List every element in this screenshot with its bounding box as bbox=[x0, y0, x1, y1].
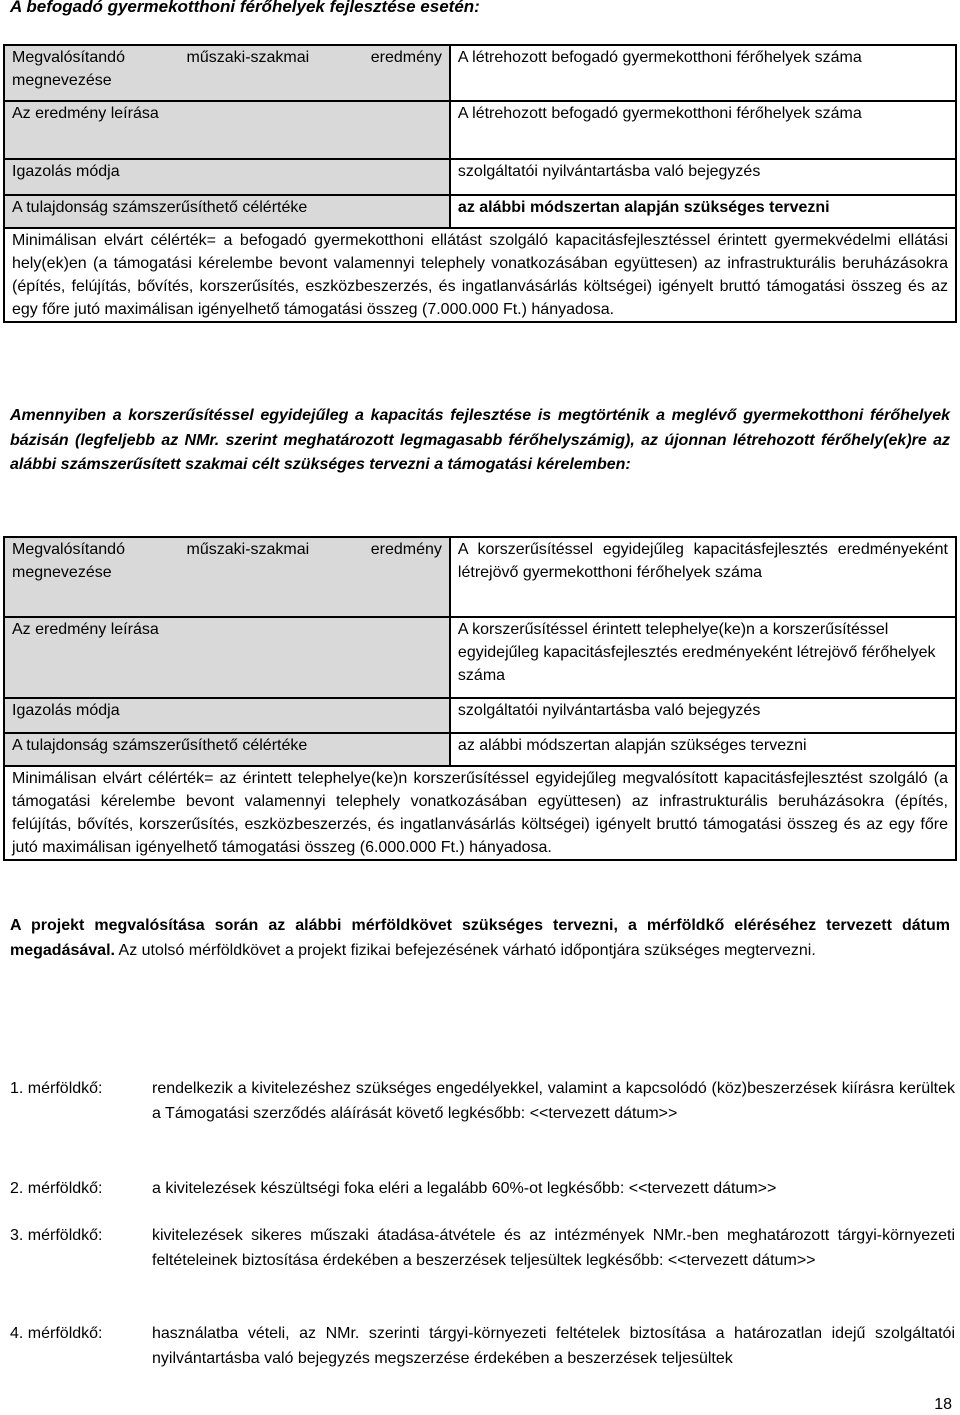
note-cell: Minimálisan elvárt célérték= az érintett telephelye(ke)n korszerűsítéssel egyidejűleg megvalósított kapacitásfejlesztést szolgáló (a támogatási kérelembe bevont valamennyi telephely vonatkozásában együttesen) az infrastrukturális beruházásokra (építés, felújítás, bővítés, korszerűsítés, eszközbeszerzés, és ingatlanvásárlás költségei) igényelt bruttó támogatási összeg és az egy főre jutó maximálisan igényelhető támogatási összeg (6.000.000 Ft.) hányadosa. bbox=[4, 766, 956, 860]
milestone-item bbox=[10, 1224, 955, 1273]
page-heading: A befogadó gyermekotthoni férőhelyek fejlesztése esetén: bbox=[10, 0, 480, 16]
milestone-text: használatba vételi, az NMr. szerinti tárgyi-környezeti feltételek biztosítása a határozatlan idejű szolgáltatói nyilvántartásba való bejegyzés megszerzése érdekében a beszerzések teljesültek bbox=[152, 1325, 955, 1367]
table-row bbox=[4, 101, 956, 159]
value-cell: szolgáltatói nyilvántartásba való bejegyzés bbox=[450, 159, 956, 195]
value-cell: A korszerűsítéssel érintett telephelye(ke)n a korszerűsítéssel egyidejűleg kapacitásfejlesztés eredményeként létrejövő férőhelyek száma bbox=[450, 617, 956, 698]
milestone-intro-bold: A projekt megvalósítása során az alábbi mérföldkövet szükséges tervezni, a mérföldkő eléréséhez tervezett dátum megadásával. bbox=[10, 917, 950, 959]
label-cell: Igazolás módja bbox=[4, 698, 450, 733]
capacity-paragraph: Amennyiben a korszerűsítéssel egyidejűleg a kapacitás fejlesztése is megtörténik a meglévő gyermekotthoni férőhelyek bázisán (legfeljebb az NMr. szerint meghatározott legmagasabb férőhelyszámig), az újonnan létrehozott férőhely(ek)re az alábbi számszerűsített szakmai célt szükséges tervezni a támogatási kérelemben: bbox=[10, 407, 950, 473]
milestone-label: 3. mérföldkő: bbox=[10, 1227, 103, 1244]
table-row bbox=[4, 537, 956, 617]
label-text: Megvalósítandó műszaki-szakmai eredmény bbox=[12, 49, 442, 66]
table-row bbox=[4, 617, 956, 698]
milestone-intro bbox=[10, 914, 950, 963]
label-cell bbox=[4, 537, 450, 617]
table-row bbox=[4, 733, 956, 766]
milestone-item bbox=[10, 1322, 955, 1371]
page-number: 18 bbox=[934, 1396, 952, 1413]
milestone-label: 1. mérföldkő: bbox=[10, 1080, 103, 1097]
milestone-text: rendelkezik a kivitelezéshez szükséges engedélyekkel, valamint a kapcsolódó (köz)beszerzések kiírásra kerültek a Támogatási szerződés aláírását követő legkésőbb: <<tervezett dátum>> bbox=[152, 1080, 955, 1122]
value-cell: A létrehozott befogadó gyermekotthoni férőhelyek száma bbox=[450, 45, 956, 101]
value-cell: az alábbi módszertan alapján szükséges tervezni bbox=[450, 195, 956, 228]
value-cell: A létrehozott befogadó gyermekotthoni férőhelyek száma bbox=[450, 101, 956, 159]
value-cell: szolgáltatói nyilvántartásba való bejegyzés bbox=[450, 698, 956, 733]
milestone-text: kivitelezések sikeres műszaki átadása-átvétele és az intézmények NMr.-ben meghatározott tárgyi-környezeti feltételeinek biztosítása érdekében a beszerzések teljesültek legkésőbb: <<tervezett dátum>> bbox=[152, 1227, 955, 1269]
table-row bbox=[4, 195, 956, 228]
value-cell: az alábbi módszertan alapján szükséges tervezni bbox=[450, 733, 956, 766]
label-text: Megvalósítandó műszaki-szakmai eredmény bbox=[12, 541, 442, 558]
label-cell: Igazolás módja bbox=[4, 159, 450, 195]
label-cell: Az eredmény leírása bbox=[4, 101, 450, 159]
milestone-intro-rest: Az utolsó mérföldkövet a projekt fizikai befejezésének várható időpontjára szükséges megtervezni. bbox=[118, 941, 816, 959]
table-row bbox=[4, 698, 956, 733]
label-cell: Az eredmény leírása bbox=[4, 617, 450, 698]
table-row bbox=[4, 159, 956, 195]
milestone-label: 4. mérföldkő: bbox=[10, 1325, 103, 1342]
label-text: megnevezése bbox=[12, 72, 112, 89]
table-row bbox=[4, 766, 956, 860]
label-cell: A tulajdonság számszerűsíthető célértéke bbox=[4, 195, 450, 228]
label-cell: A tulajdonság számszerűsíthető célértéke bbox=[4, 733, 450, 766]
note-cell: Minimálisan elvárt célérték= a befogadó gyermekotthoni ellátást szolgáló kapacitásfejlesztéssel érintett gyermekvédelmi ellátási hely(ek)en (a támogatási kérelembe bevont valamennyi telephely vonatkozásában együttesen) az infrastrukturális beruházásokra (építés, felújítás, bővítés, korszerűsítés, eszközbeszerzés, és ingatlanvásárlás költségei) igényelt bruttó támogatási összeg és az egy főre jutó maximálisan igényelhető támogatási összeg (7.000.000 Ft.) hányadosa. bbox=[4, 228, 956, 322]
milestone-text: a kivitelezések készültségi foka eléri a legalább 60%-ot legkésőbb: <<tervezett dátum>> bbox=[152, 1180, 777, 1197]
label-cell bbox=[4, 45, 450, 101]
milestone-label: 2. mérföldkő: bbox=[10, 1180, 103, 1197]
milestone-item bbox=[10, 1077, 955, 1126]
milestone-item bbox=[10, 1177, 955, 1202]
result-table-capacity bbox=[3, 44, 957, 323]
table-row bbox=[4, 228, 956, 322]
value-cell: A korszerűsítéssel egyidejűleg kapacitásfejlesztés eredményeként létrejövő gyermekotthoni férőhelyek száma bbox=[450, 537, 956, 617]
label-text: megnevezése bbox=[12, 564, 112, 581]
table-row bbox=[4, 45, 956, 101]
result-table-modernization bbox=[3, 536, 957, 861]
